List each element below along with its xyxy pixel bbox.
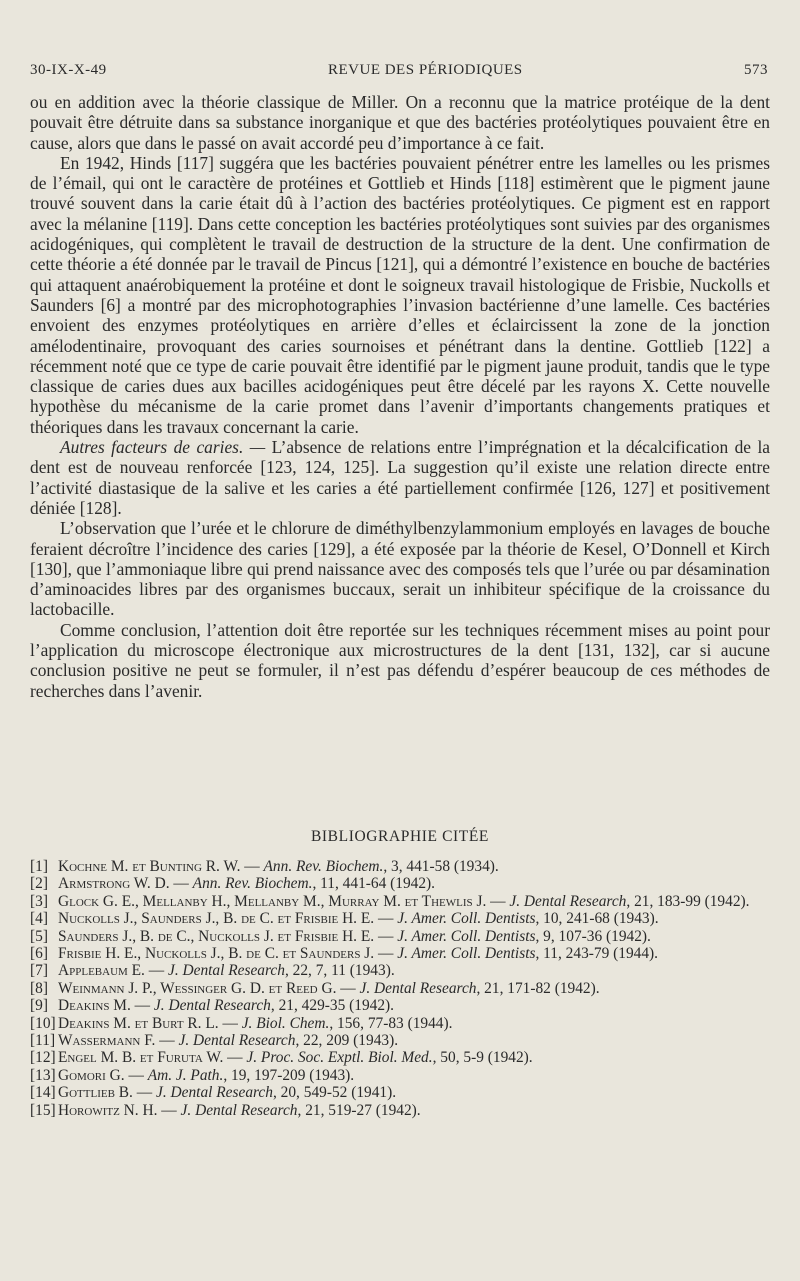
entry-journal: J. Amer. Coll. Dentists	[397, 927, 536, 945]
entry-journal: J. Dental Research	[178, 1032, 296, 1050]
entry-text: Deakins M. et Burt R. L. — J. Biol. Chem., 156, 77-83 (1944).	[58, 1014, 453, 1032]
entry-authors: Deakins M. et Burt R. L.	[58, 1014, 219, 1032]
bibliography-entry	[30, 928, 770, 945]
entry-authors: Deakins M.	[58, 997, 131, 1015]
bibliography-entry	[30, 1032, 770, 1049]
entry-journal: Ann. Rev. Biochem.	[192, 875, 313, 893]
entry-text: Glock G. E., Mellanby H., Mellanby M., Murray M. et Thewlis J. — J. Dental Research, 21, 183-99 (1942).	[58, 892, 750, 910]
entry-reference: , 20, 549-52 (1941).	[272, 1084, 397, 1102]
entry-authors: Engel M. B. et Furuta W.	[58, 1049, 224, 1067]
entry-authors: Wassermann F.	[58, 1032, 156, 1050]
entry-text: Nuckolls J., Saunders J., B. de C. et Frisbie H. E. — J. Amer. Coll. Dentists, 10, 241-68 (1943).	[58, 910, 659, 928]
entry-journal: Am. J. Path.	[147, 1066, 224, 1084]
paragraph-text: L’absence de relations entre l’imprégnation et la décalcification de la dent est de nouveau renforcée [123, 124, 125]. La suggestion qu’il existe une relation directe entre l’activité diastasique de la salive et les caries a été partiellement confirmée [126, 127] et positivement déniée [128].	[30, 437, 770, 518]
entry-text: Horowitz N. H. — J. Dental Research, 21, 519-27 (1942).	[58, 1101, 421, 1119]
entry-journal: J. Dental Research	[180, 1101, 298, 1119]
entry-number: [13]	[30, 1066, 56, 1084]
bibliography-list	[30, 858, 770, 1119]
entry-journal: J. Dental Research	[156, 1084, 273, 1102]
entry-text: Engel M. B. et Furuta W. — J. Proc. Soc. Exptl. Biol. Med., 50, 5-9 (1942).	[58, 1049, 533, 1067]
entry-journal: J. Amer. Coll. Dentists	[397, 910, 536, 928]
entry-reference: , 11, 441-64 (1942).	[312, 875, 436, 893]
bibliography-entry	[30, 1049, 770, 1066]
bibliography-entry	[30, 910, 770, 927]
entry-journal: J. Dental Research	[359, 979, 477, 997]
entry-text: Frisbie H. E., Nuckolls J., B. de C. et Saunders J. — J. Amer. Coll. Dentists, 11, 243-79 (1944).	[58, 945, 659, 963]
entry-number: [4]	[30, 910, 48, 928]
entry-journal: J. Dental Research	[509, 892, 627, 910]
entry-reference: , 9, 107-36 (1942).	[535, 927, 651, 945]
entry-authors: Armstrong W. D.	[58, 875, 170, 893]
paragraph: L’observation que l’urée et le chlorure de diméthylbenzylammonium employés en lavages de bouche feraient décroître l’incidence des caries [129], a été exposée par la théorie de Kesel, O’Donnell et Kirch [130], que l’ammoniaque libre qui prend naissance avec des composés tels que l’urée ou par désamination d’aminoacides libres par des organismes buccaux, serait un inhibiteur spécifique de la croissance du lactobacille.	[30, 518, 770, 620]
entry-number: [12]	[30, 1049, 56, 1067]
bibliography-entry	[30, 997, 770, 1014]
journal-title: REVUE DES PÉRIODIQUES	[327, 62, 523, 78]
entry-number: [6]	[30, 945, 48, 963]
bibliography-entry	[30, 980, 770, 997]
bibliography-entry	[30, 875, 770, 892]
paragraph	[30, 437, 770, 518]
entry-reference: , 11, 243-79 (1944).	[535, 945, 659, 963]
entry-number: [1]	[30, 858, 48, 875]
bibliography-entry	[30, 858, 770, 875]
entry-text: Deakins M. — J. Dental Research, 21, 429-35 (1942).	[58, 997, 395, 1015]
running-header	[30, 62, 768, 79]
entry-reference: , 3, 441-58 (1934).	[383, 858, 499, 875]
entry-text: Kochne M. et Bunting R. W. — Ann. Rev. Biochem., 3, 441-58 (1934).	[58, 858, 499, 875]
entry-authors: Gomori G.	[58, 1066, 125, 1084]
bibliography-entry	[30, 962, 770, 979]
paragraph: Comme conclusion, l’attention doit être reportée sur les techniques récemment mises au point pour l’application du microscope électronique aux microstructures de la dent [131, 132], car si aucune conclusion positive ne peut se formuler, il n’est pas défendu d’espérer beaucoup de ces méthodes de recherches dans l’avenir.	[30, 619, 770, 701]
entry-text: Wassermann F. — J. Dental Research, 22, 209 (1943).	[58, 1032, 399, 1050]
article-body	[30, 92, 770, 701]
entry-text: Armstrong W. D. — Ann. Rev. Biochem., 11, 441-64 (1942).	[58, 875, 436, 893]
entry-journal: J. Dental Research	[167, 962, 285, 980]
entry-number: [8]	[30, 979, 48, 997]
paragraph: ou en addition avec la théorie classique de Miller. On a reconnu que la matrice protéique de la dent pouvait être détruite dans sa substance inorganique et que des bactéries protéolytiques pouvaient être en cause, alors que dans le passé on avait accordé peu d’importance à ce fait.	[30, 92, 770, 153]
entry-text: Saunders J., B. de C., Nuckolls J. et Frisbie H. E. — J. Amer. Coll. Dentists, 9, 107-36 (1942).	[58, 927, 651, 945]
entry-number: [5]	[30, 927, 48, 945]
entry-number: [7]	[30, 962, 48, 980]
entry-authors: Saunders J., B. de C., Nuckolls J. et Frisbie H. E.	[58, 927, 375, 945]
entry-reference: , 21, 519-27 (1942).	[297, 1101, 421, 1119]
entry-reference: , 21, 429-35 (1942).	[270, 997, 395, 1015]
entry-reference: , 21, 171-82 (1942).	[476, 979, 600, 997]
entry-authors: Nuckolls J., Saunders J., B. de C. et Frisbie H. E.	[58, 910, 375, 928]
entry-journal: Ann. Rev. Biochem.	[263, 858, 384, 875]
issue-date: 30-IX-X-49	[30, 62, 107, 78]
entry-reference: , 50, 5-9 (1942).	[432, 1049, 533, 1067]
entry-text: Gomori G. — Am. J. Path., 19, 197-209 (1943).	[58, 1066, 355, 1084]
entry-reference: , 156, 77-83 (1944).	[329, 1014, 453, 1032]
entry-authors: Kochne M. et Bunting R. W.	[58, 858, 241, 875]
entry-text: Weinmann J. P., Wessinger G. D. et Reed G. — J. Dental Research, 21, 171-82 (1942).	[58, 979, 600, 997]
entry-journal: J. Dental Research	[153, 997, 271, 1015]
entry-authors: Gottlieb B.	[58, 1084, 133, 1102]
section-heading: Autres facteurs de caries. —	[60, 437, 266, 458]
entry-journal: J. Biol. Chem.	[241, 1014, 330, 1032]
bibliography-entry	[30, 945, 770, 962]
entry-number: [3]	[30, 892, 48, 910]
entry-journal: J. Amer. Coll. Dentists	[397, 945, 536, 963]
entry-number: [15]	[30, 1101, 56, 1119]
entry-number: [11]	[30, 1032, 56, 1050]
paragraph: En 1942, Hinds [117] suggéra que les bactéries pouvaient pénétrer entre les lamelles ou les prismes de l’émail, qui ont le caractère de protéines et Gottlieb et Hinds [118] estimèrent que le pigment jaune trouvé souvent dans la carie était dû à l’action des bactéries protéolytiques. Ce pigment est en rapport avec la mélanine [119]. Dans cette conception les bactéries protéolytiques sont suivies par des organismes acidogéniques, qui complètent le travail de destruction de la structure de la dent. Une confirmation de cette théorie a été donnée par le travail de Pincus [121], qui a démontré l’existence en bouche de bactéries qui attaquent anaérobiquement la protéine et dont le soigneux travail histologique de Frisbie, Nuckolls et Saunders [6] a montré par des microphotographies l’invasion bactérienne d’une lamelle. Ces bactéries envoient des enzymes protéolytiques en arrière d’elles et éclaircissent la zone de la jonction amélodentinaire, provoquant des caries sournoises et pénétrant dans la dentine. Gottlieb [122] a récemment noté que ce type de carie pouvait être identifié par le pigment jaune produit, tandis que le type classique de caries dues aux bacilles acidogéniques peut être décelé par les rayons X. Cette nouvelle hypothèse du mécanisme de la carie promet dans l’avenir d’importants changements pratiques et théoriques dans les travaux concernant la carie.	[30, 152, 770, 437]
entry-authors: Frisbie H. E., Nuckolls J., B. de C. et Saunders J.	[58, 945, 375, 963]
entry-text: Applebaum E. — J. Dental Research, 22, 7, 11 (1943).	[58, 962, 395, 980]
page-number: 573	[743, 62, 768, 78]
bibliography-entry	[30, 1084, 770, 1101]
entry-number: [10]	[30, 1014, 56, 1032]
entry-authors: Weinmann J. P., Wessinger G. D. et Reed G.	[58, 979, 337, 997]
entry-authors: Glock G. E., Mellanby H., Mellanby M., Murray M. et Thewlis J.	[58, 892, 487, 910]
entry-authors: Applebaum E.	[58, 962, 145, 980]
entry-journal: J. Proc. Soc. Exptl. Biol. Med.	[246, 1049, 433, 1067]
entry-reference: , 19, 197-209 (1943).	[223, 1066, 355, 1084]
entry-number: [9]	[30, 997, 48, 1015]
entry-reference: , 21, 183-99 (1942).	[626, 892, 750, 910]
entry-number: [14]	[30, 1084, 56, 1102]
bibliography-entry	[30, 1015, 770, 1032]
entry-reference: , 22, 7, 11 (1943).	[284, 962, 395, 980]
bibliography-entry	[30, 1067, 770, 1084]
entry-text: Gottlieb B. — J. Dental Research, 20, 549-52 (1941).	[58, 1084, 397, 1102]
entry-authors: Horowitz N. H.	[58, 1101, 158, 1119]
entry-reference: , 22, 209 (1943).	[295, 1032, 399, 1050]
bibliography-entry	[30, 1102, 770, 1119]
entry-reference: , 10, 241-68 (1943).	[535, 910, 659, 928]
bibliography-title: BIBLIOGRAPHIE CITÉE	[310, 828, 489, 845]
bibliography-entry	[30, 893, 770, 910]
entry-number: [2]	[30, 875, 48, 893]
